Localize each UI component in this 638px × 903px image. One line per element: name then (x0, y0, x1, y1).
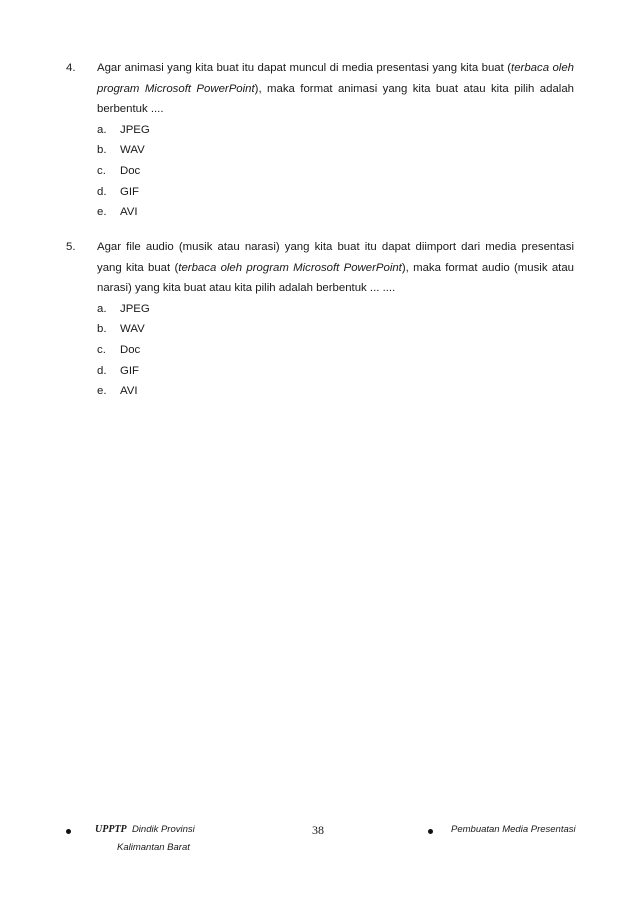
option-a: a. JPEG (97, 302, 150, 315)
option-c: c. Doc (97, 164, 141, 177)
question-text: Agar animasi yang kita buat itu dapat muncul di media presentasi yang kita buat (terbaca oleh program Microsoft PowerPoint), maka format animasi yang kita buat atau kita pilih adalah berbentuk .... (97, 62, 574, 116)
page-number: 38 (312, 823, 324, 837)
footer-institution: UPPTP Dindik Provinsi (95, 824, 195, 835)
option-d: d. GIF (97, 364, 139, 377)
option-e: e. AVI (97, 206, 138, 219)
question-4 (66, 58, 574, 223)
option-b: b. WAV (97, 323, 145, 336)
footer-region: Kalimantan Barat (117, 842, 190, 853)
question-text: Agar file audio (musik atau narasi) yang kita buat itu dapat diimport dari media presentasi yang kita buat (terbaca oleh program Microsoft PowerPoint), maka format audio (musik atau narasi) yang kita buat atau kita pilih adalah berbentuk ... .... (97, 241, 574, 295)
option-d: d. GIF (97, 185, 139, 198)
option-e: e. AVI (97, 385, 138, 398)
options-list (97, 299, 574, 402)
question-5 (66, 237, 574, 402)
question-number: 5. (66, 241, 76, 253)
option-a: a. JPEG (97, 123, 150, 136)
option-c: c. Doc (97, 343, 141, 356)
page-footer (0, 824, 638, 864)
option-b: b. WAV (97, 144, 145, 157)
bullet-icon (428, 829, 433, 834)
bullet-icon (66, 829, 71, 834)
question-number: 4. (66, 62, 76, 74)
footer-document-title: Pembuatan Media Presentasi (451, 824, 576, 835)
options-list (97, 120, 574, 223)
